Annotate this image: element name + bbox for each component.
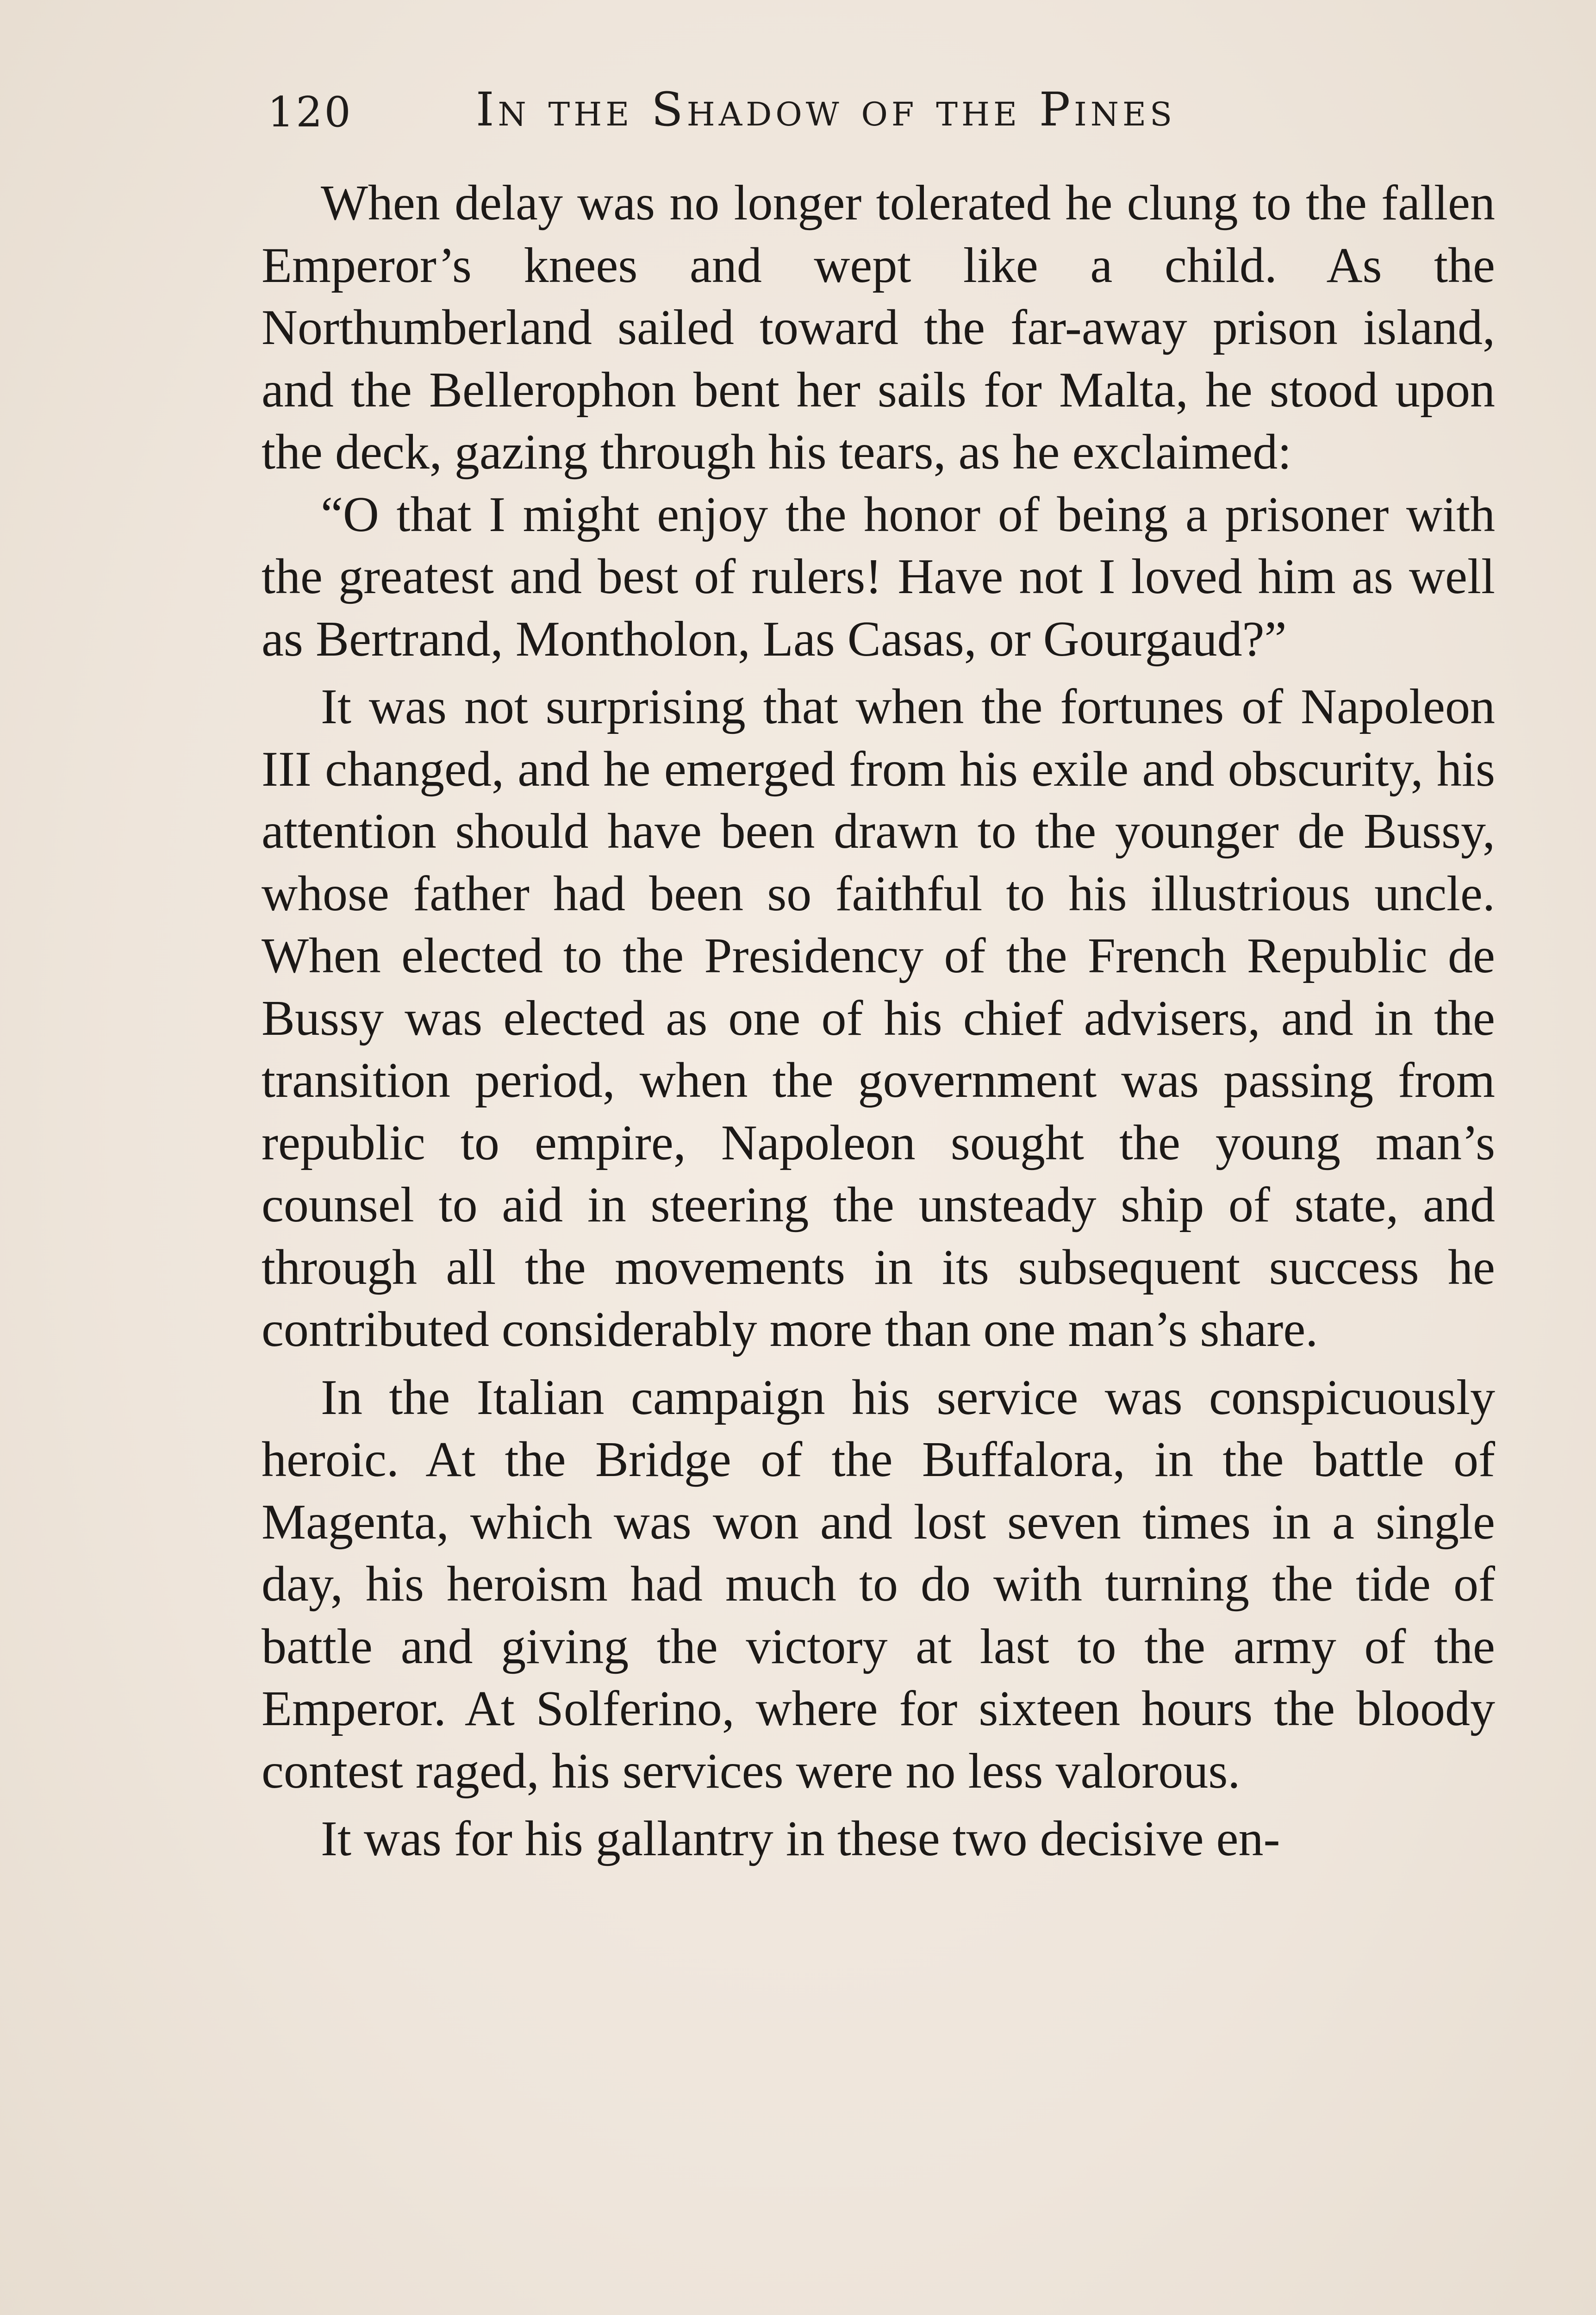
- body-text: [262, 172, 1495, 1871]
- page-number: 120: [268, 88, 353, 137]
- paragraph: In the Italian campaign his service was conspicuously heroic. At the Bridge of the Buffalora, in the battle of Magenta, which was won and lost seven times in a single day, his heroism had much to do with turning the tide of battle and giving the victory at last to the army of the Emperor. At Solferino, where for sixteen hours the bloody contest raged, his services were no less valorous.: [262, 1370, 1495, 1799]
- running-title: In the Shadow of the Pines: [476, 82, 1176, 137]
- paragraph: It was not surprising that when the fortunes of Napoleon III changed, and he emerged from his exile and obscurity, his attention should have been drawn to the younger de Bussy, whose father had been so faithful to his illustrious uncle. When elected to the Presidency of the French Republic de Bussy was elected as one of his chief advisers, and in the transition period, when the government was passing from republic to empire, Napoleon sought the young man’s counsel to aid in steering the unsteady ship of state, and through all the movements in its subsequent success he contributed considerably more than one man’s share.: [262, 679, 1495, 1357]
- paragraph: When delay was no longer tolerated he clung to the fallen Emperor’s knees and wept like a child. As the Northumberland sailed toward the far-away prison island, and the Bellerophon bent her sails for Malta, he stood upon the deck, gazing through his tears, as he exclaimed:: [262, 175, 1495, 480]
- paragraph-continued: It was for his gallantry in these two decisive en-: [321, 1811, 1280, 1866]
- paragraph-quote: “O that I might enjoy the honor of being a prisoner with the greatest and best of rulers! Have not I loved him as well as Bertrand, Montholon, Las Casas, or Gourgaud?”: [262, 487, 1495, 667]
- page-header: [268, 79, 1494, 139]
